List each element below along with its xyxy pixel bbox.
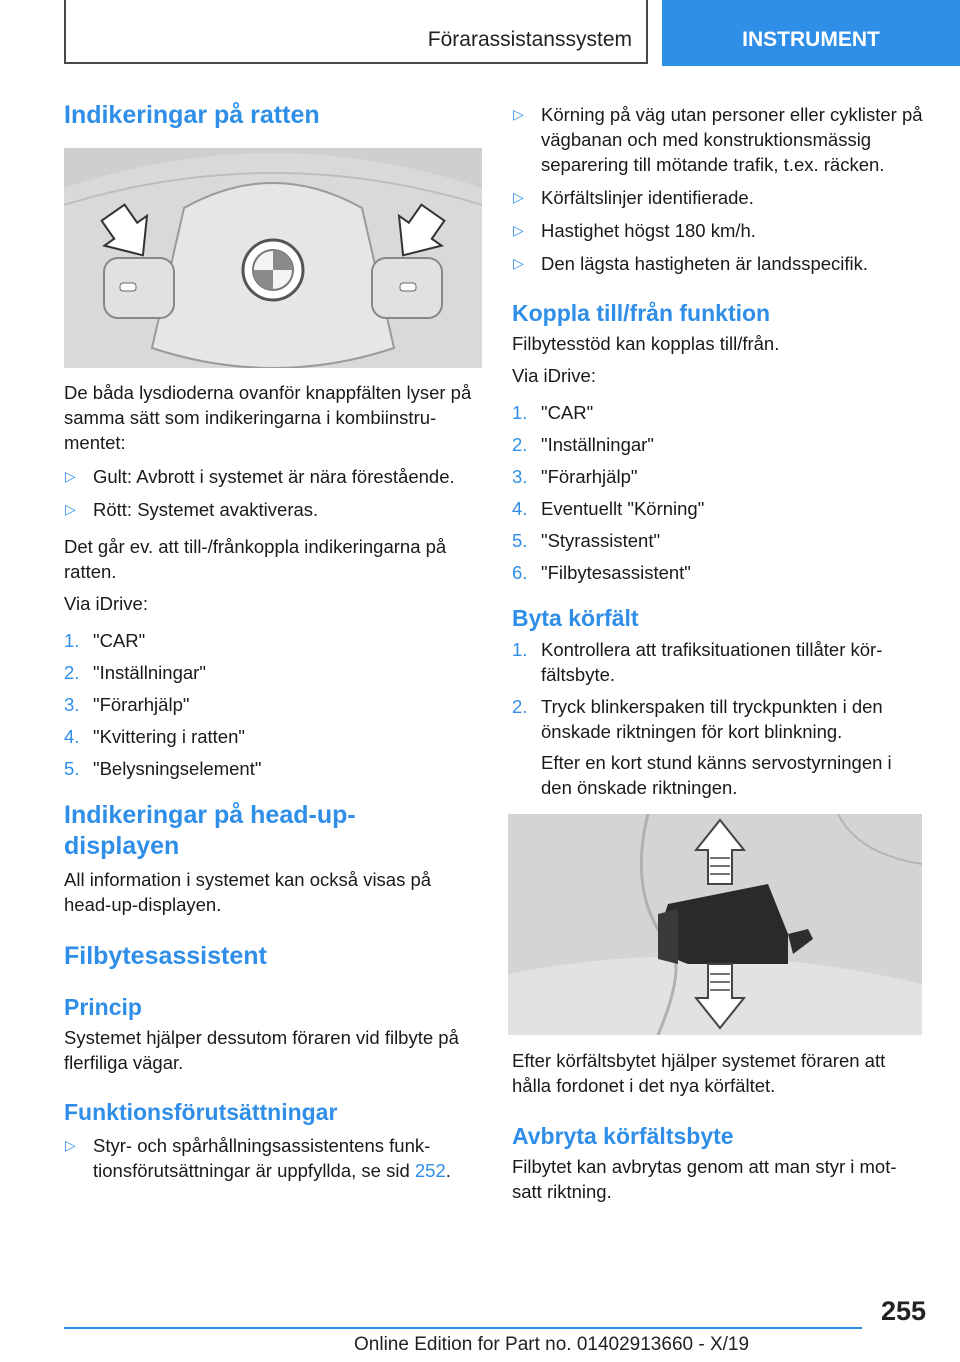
list-item: ▷ Den lägsta hastigheten är landsspecifik. <box>513 253 869 274</box>
paragraph-efter: Efter körfältsbytet hjälper systemet föraren att hålla fordonet i det nya körfältet. <box>512 1050 886 1096</box>
triangle-bullet-icon: ▷ <box>513 189 524 205</box>
list-item: 2. "Inställningar" <box>512 434 654 455</box>
heading-indikeringar-ratten: Indikeringar på ratten <box>64 101 320 129</box>
paragraph-tillfran: Det går ev. att till-/frånkoppla indikeringarna på ratten. <box>64 536 447 582</box>
paragraph-princip: Systemet hjälper dessutom föraren vid filbyte på flerfiliga vägar. <box>64 1027 459 1073</box>
footer-divider <box>64 1327 862 1329</box>
list-item: 2. Tryck blinkerspaken till tryckpunkten i den önskade riktningen för kort blinkning. <box>512 696 883 742</box>
list-item: 1. "CAR" <box>512 402 594 423</box>
paragraph-byta-note: Efter en kort stund känns servostyrningen i den önskade riktningen. <box>541 752 892 798</box>
heading-funktionsforutsattningar: Funktionsförutsättningar <box>64 1099 338 1125</box>
paragraph-hud: All information i systemet kan också visas på head-up-displayen. <box>64 869 432 915</box>
header-section-box <box>64 0 648 64</box>
footer-edition: Online Edition for Part no. 01402913660 - X/19 <box>354 1334 750 1355</box>
section-title: Förarassistanssystem <box>427 28 632 51</box>
heading-koppla: Koppla till/från funktion <box>512 300 771 326</box>
paragraph-via-idrive-right: Via iDrive: <box>512 365 596 386</box>
paragraph-avbryta: Filbytet kan avbrytas genom att man styr i mot-satt riktning. <box>512 1156 897 1202</box>
list-item: ▷ Styr- och spårhållningsassistentens funk-tionsförutsättningar är uppfyllda, se sid 252. <box>65 1135 451 1181</box>
heading-head-up-display: Indikeringar på head-up-displayen <box>64 801 356 860</box>
heading-princip: Princip <box>64 994 142 1020</box>
list-item: 5. "Styrassistent" <box>512 530 661 551</box>
lever-drawing <box>508 814 922 1035</box>
funktion-bullet-list <box>64 1133 482 1183</box>
right-column <box>512 102 926 1204</box>
page-number: 255 <box>880 1296 926 1326</box>
triangle-bullet-icon: ▷ <box>513 255 524 271</box>
list-item: 4. Eventuellt "Körning" <box>512 498 705 519</box>
byta-steps <box>512 637 926 744</box>
page-reference-link[interactable]: 252 <box>414 1160 446 1181</box>
list-item: ▷ Hastighet högst 180 km/h. <box>513 220 756 241</box>
list-item: ▷ Gult: Avbrott i systemet är nära förestående. <box>65 466 455 487</box>
list-item: 1. Kontrollera att trafiksituationen tillåter kör-fältsbyte. <box>512 639 883 685</box>
list-item: ▷ Rött: Systemet avaktiveras. <box>65 499 319 520</box>
triangle-bullet-icon: ▷ <box>513 222 524 238</box>
heading-byta-korfalt: Byta körfält <box>512 605 639 631</box>
list-item: 2. "Inställningar" <box>64 662 206 683</box>
chapter-tab: INSTRUMENT <box>662 0 960 66</box>
paragraph-lysdioder: De båda lysdioderna ovanför knappfälten lyser på samma sätt som indikeringarna i kombiinstru-mentet: <box>64 382 472 453</box>
list-item: ▷ Körning på väg utan personer eller cyklister på vägbanan och med konstruktionsmässig separering till mötande trafik, t.ex. räcken. <box>513 104 923 175</box>
paragraph-via-idrive: Via iDrive: <box>64 593 148 614</box>
list-item: 6. "Filbytesassistent" <box>512 562 691 583</box>
idrive-steps-right <box>512 400 926 585</box>
paragraph-koppla: Filbytesstöd kan kopplas till/från. <box>512 333 780 354</box>
color-bullet-list <box>64 464 482 522</box>
triangle-bullet-icon: ▷ <box>65 468 76 484</box>
list-item: 1. "CAR" <box>64 630 146 651</box>
heading-filbytesassistent: Filbytesassistent <box>64 942 267 970</box>
steering-wheel-drawing <box>64 148 482 368</box>
list-item: 4. "Kvittering i ratten" <box>64 726 245 747</box>
idrive-steps-left <box>64 628 482 781</box>
triangle-bullet-icon: ▷ <box>513 106 524 122</box>
condition-bullet-list <box>512 102 926 276</box>
triangle-bullet-icon: ▷ <box>65 501 76 517</box>
list-item: ▷ Körfältslinjer identifierade. <box>513 187 754 208</box>
list-item: 5. "Belysningselement" <box>64 758 262 779</box>
list-item: 3. "Förarhjälp" <box>512 466 638 487</box>
left-column <box>64 100 482 1191</box>
steering-wheel-illustration <box>64 148 482 368</box>
triangle-bullet-icon: ▷ <box>65 1137 76 1153</box>
turn-signal-lever-illustration <box>508 814 922 1035</box>
heading-avbryta: Avbryta körfältsbyte <box>512 1123 734 1149</box>
list-item: 3. "Förarhjälp" <box>64 694 190 715</box>
